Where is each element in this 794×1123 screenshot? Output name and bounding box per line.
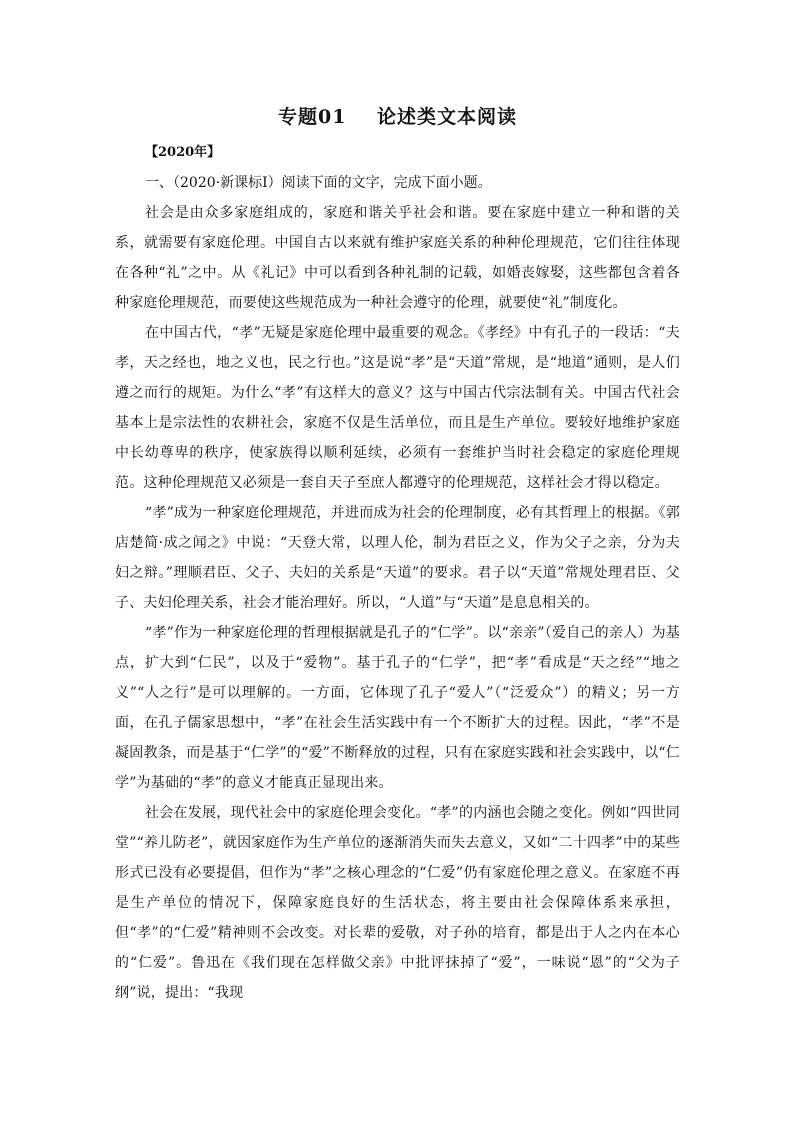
year-heading: 【2020年】	[145, 145, 221, 160]
paragraph-5: 社会在发展，现代社会中的家庭伦理会变化。“孝”的内涵也会随之变化。例如“四世同堂”“养儿防老”，就因家庭作为生产单位的逐渐消失而失去意义，又如“二十四孝”中的某些形式已没有必要提倡，但作为“孝”之核心理念的“仁爱”仍有家庭伦理之意义。在家庭不再是生产单位的情况下，保障家庭良好的生活状态，将主要由社会保障体系来承担，但“孝”的“仁爱”精神则不会改变。对长辈的爱敬，对子孙的培育，都是出于人之内在本心的“仁爱”。鲁迅在《我们现在怎样做父亲》中批评抹掉了“爱”，一味说“恩”的“父为子纲”说，提出：“我现	[115, 805, 680, 1001]
question-intro: 一、（2020·新课标Ⅰ）阅读下面的文字，完成下面小题。	[145, 175, 492, 191]
paragraph-1: 社会是由众多家庭组成的，家庭和谐关乎社会和谐。要在家庭中建立一种和谐的关系，就需要有家庭伦理。中国自古以来就有维护家庭关系的种种伦理规范，它们往往体现在各种“礼”之中。从《礼记》中可以看到各种礼制的记载，如婚丧嫁娶，这些都包含着各种家庭伦理规范，而要使这些规范成为一种社会遵守的伦理，就要使“礼”制度化。	[115, 205, 680, 311]
document-page	[115, 100, 680, 1008]
paragraph-4: “孝”作为一种家庭伦理的哲理根据就是孔子的“仁学”。以“亲亲”（爱自己的亲人）为基点，扩大到“仁民”，以及于“爱物”。基于孔子的“仁学”，把“孝”看成是“天之经”“地之义”“人之行”是可以理解的。一方面，它体现了孔子“爱人”（“泛爱众”）的精义；另一方面，在孔子儒家思想中，“孝”在社会生活实践中有一个不断扩大的过程。因此，“孝”不是凝固教条，而是基于“仁学”的“爱”不断释放的过程，只有在家庭实践和社会实践中，以“仁学”为基础的“孝”的意义才能真正显现出来。	[115, 625, 680, 791]
paragraph-2: 在中国古代，“孝”无疑是家庭伦理中最重要的观念。《孝经》中有孔子的一段话：“夫孝，天之经也，地之义也，民之行也。”这是说“孝”是“天道”常规，是“地道”通则，是人们遵之而行的规矩。为什么“孝”有这样大的意义？这与中国古代宗法制有关。中国古代社会基本上是宗法性的农耕社会，家庭不仅是生活单位，而且是生产单位。要较好地维护家庭中长幼尊卑的秩序，使家族得以顺利延续，必须有一套维护当时社会稳定的家庭伦理规范。这种伦理规范又必须是一套自天子至庶人都遵守的伦理规范，这样社会才得以稳定。	[115, 325, 680, 491]
paragraph-3: “孝”成为一种家庭伦理规范，并进而成为社会的伦理制度，必有其哲理上的根据。《郭店楚简·成之闻之》中说：“天登大常，以理人伦，制为君臣之义，作为父子之亲，分为夫妇之辩。”理顺君臣、父子、夫妇的关系是“天道”的要求。君子以“天道”常规处理君臣、父子、夫妇伦理关系，社会才能治理好。所以，“人道”与“天道”是息息相关的。	[115, 505, 680, 611]
document-title: 专题01 论述类文本阅读	[278, 106, 517, 128]
